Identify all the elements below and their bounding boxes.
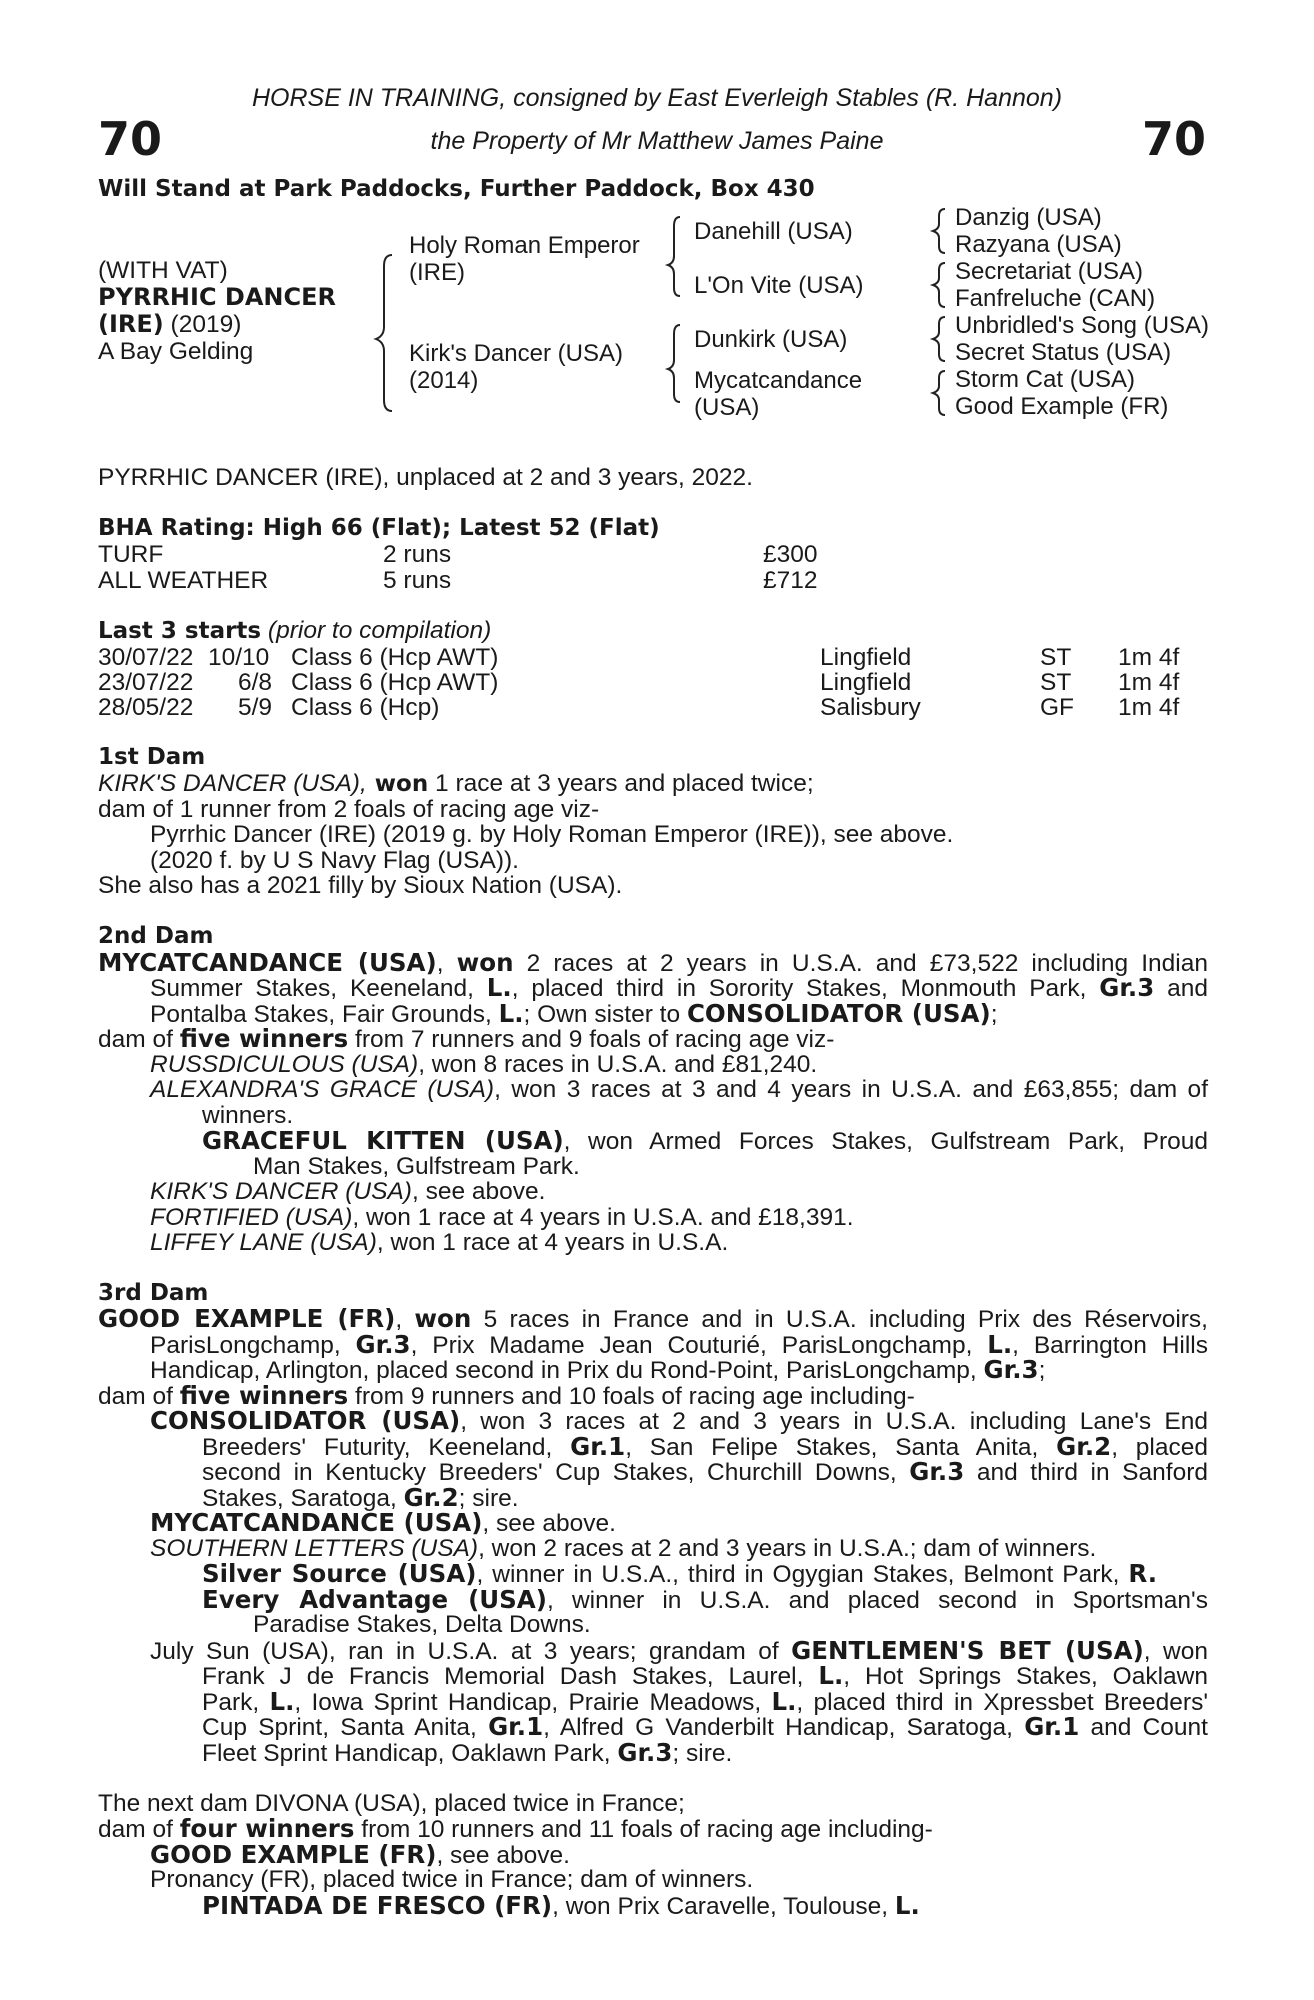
- text: Summer Stakes, Keeneland,: [150, 975, 487, 1002]
- text: , won 1 race at 4 years in U.S.A. and £18,391.: [352, 1204, 854, 1231]
- pedigree-g3-2: Razyana (USA): [955, 231, 1122, 258]
- first-dam-name: KIRK'S DANCER (USA),: [98, 770, 367, 797]
- grade-bold: R.: [1128, 1559, 1158, 1588]
- text: ,: [436, 950, 457, 977]
- grade-bold: L.: [987, 1330, 1013, 1359]
- grade-bold: L.: [498, 999, 524, 1028]
- text: from 9 runners and 10 foals of racing age including-: [348, 1383, 915, 1410]
- start-course: Lingfield: [820, 644, 912, 671]
- text: from 7 runners and 9 foals of racing age viz-: [348, 1026, 835, 1053]
- first-dam-foal-1: Pyrrhic Dancer (IRE) (2019 g. by Holy Roman Emperor (IRE)), see above.: [150, 821, 954, 848]
- first-dam-foal-2: (2020 f. by U S Navy Flag (USA)).: [150, 847, 519, 874]
- text: Handicap, Arlington, placed second in Prix du Rond-Point, ParisLongchamp,: [150, 1357, 984, 1384]
- text: dam of: [98, 1383, 180, 1410]
- text: , see above.: [411, 1178, 546, 1205]
- third-dam-heading: 3rd Dam: [98, 1280, 209, 1306]
- start-going: ST: [1040, 669, 1072, 696]
- pedigree-dam-sire: Dunkirk (USA): [694, 326, 848, 353]
- grade-bold: L.: [771, 1687, 797, 1716]
- horse-name-italic: FORTIFIED (USA): [150, 1204, 353, 1231]
- first-dam-produce: dam of 1 runner from 2 foals of racing age viz-: [98, 796, 600, 823]
- horse-name-bold: CONSOLIDATOR (USA): [686, 999, 991, 1028]
- text: , placed third in Sorority Stakes, Monmouth Park,: [511, 975, 1100, 1002]
- pedigree-dam-dam-line2: (USA): [694, 394, 760, 421]
- first-dam-record: 1 race at 3 years and placed twice;: [428, 770, 814, 797]
- start-going: ST: [1040, 644, 1072, 671]
- grade-bold: L.: [894, 1891, 920, 1920]
- start-course: Salisbury: [820, 694, 921, 721]
- first-dam-line: [98, 771, 1208, 798]
- grade-bold: Gr.2: [403, 1483, 459, 1512]
- vat-label: (WITH VAT): [98, 257, 228, 284]
- third-dam-grandfoal-cont: Paradise Stakes, Delta Downs.: [253, 1611, 591, 1638]
- horse-name-bold: GENTLEMEN'S BET (USA): [791, 1636, 1144, 1665]
- horse-origin: (IRE): [98, 310, 164, 338]
- winners-bold: five winners: [179, 1381, 349, 1410]
- text: Fleet Sprint Handicap, Oaklawn Park,: [202, 1740, 618, 1767]
- grade-bold: Gr.3: [983, 1355, 1039, 1384]
- second-dam-grandfoal-cont: Man Stakes, Gulfstream Park.: [253, 1153, 580, 1180]
- third-dam-foal: [150, 1408, 1208, 1435]
- third-dam-foal: [150, 1510, 1208, 1537]
- next-dam-grandfoal: [202, 1893, 1208, 1920]
- grade-bold: Gr.2: [1056, 1432, 1112, 1461]
- text: July Sun (USA), ran in U.S.A. at 3 years; grandam of: [150, 1638, 792, 1665]
- text: , Hot Springs Stakes, Oaklawn: [843, 1663, 1208, 1690]
- text: 2 races at 2 years in U.S.A. and £73,522 including Indian: [513, 950, 1208, 977]
- rating-row-aw-surface: ALL WEATHER: [98, 567, 269, 594]
- text: , won 8 races in U.S.A. and £81,240.: [418, 1051, 818, 1078]
- race-summary: PYRRHIC DANCER (IRE), unplaced at 2 and 3 years, 2022.: [98, 464, 753, 491]
- pedigree-g3-7: Storm Cat (USA): [955, 366, 1136, 393]
- second-dam-foal-cont: winners.: [202, 1102, 294, 1129]
- first-dam-won: won: [366, 771, 429, 797]
- horse-name-bold: MYCATCANDANCE (USA): [98, 948, 437, 977]
- text: , Alfred G Vanderbilt Handicap, Saratoga,: [543, 1714, 1025, 1741]
- horse-name-bold: Every Advantage (USA): [202, 1585, 547, 1614]
- grade-bold: Gr.1: [570, 1432, 626, 1461]
- rating-row-aw-runs: 5 runs: [383, 567, 452, 594]
- property-line: the Property of Mr Matthew James Paine: [430, 127, 884, 155]
- pedigree-dam-line2: (2014): [409, 367, 479, 394]
- lot-number-left: 70: [98, 112, 163, 166]
- text: Park,: [202, 1689, 270, 1716]
- text: ;: [990, 1001, 998, 1028]
- horse-name-bold: MYCATCANDANCE (USA): [150, 1508, 483, 1537]
- pedigree-sire-line1: Holy Roman Emperor: [409, 232, 640, 259]
- third-dam-foal-cont: [202, 1714, 1208, 1741]
- second-dam-produce: [98, 1026, 1208, 1053]
- horse-description: A Bay Gelding: [98, 338, 254, 365]
- grade-bold: L.: [486, 973, 512, 1002]
- start-position: 10/10: [208, 644, 270, 671]
- text: 5 races in France and in U.S.A. including Prix des Réservoirs,: [471, 1306, 1208, 1333]
- horse-name-italic: ALEXANDRA'S GRACE (USA): [150, 1076, 495, 1103]
- third-dam-foal-cont: [202, 1459, 1208, 1486]
- text: ;: [1038, 1357, 1046, 1384]
- horse-name-bold: GOOD EXAMPLE (FR): [150, 1840, 437, 1869]
- second-dam-grandfoal: [202, 1128, 1208, 1155]
- grade-bold: Gr.1: [488, 1712, 544, 1741]
- horse-name-italic: KIRK'S DANCER (USA): [150, 1178, 412, 1205]
- start-position: 6/8: [237, 669, 272, 696]
- rating-row-turf-runs: 2 runs: [383, 541, 452, 568]
- start-distance: 1m 4f: [1118, 644, 1180, 671]
- pedigree-g3-8: Good Example (FR): [955, 393, 1169, 420]
- third-dam-foal-cont: [202, 1663, 1208, 1690]
- pedigree-sire-sire: Danehill (USA): [694, 218, 853, 245]
- text: from 10 runners and 11 foals of racing age including-: [354, 1816, 933, 1843]
- text: Frank J de Francis Memorial Dash Stakes, Laurel,: [202, 1663, 819, 1690]
- text: , Iowa Sprint Handicap, Prairie Meadows,: [294, 1689, 772, 1716]
- pedigree-sire-dam: L'On Vite (USA): [694, 272, 864, 299]
- start-date: 23/07/22: [98, 669, 194, 696]
- horse-name-italic: LIFFEY LANE (USA): [150, 1229, 377, 1256]
- horse-year: (2019): [163, 311, 242, 338]
- text: Pontalba Stakes, Fair Grounds,: [150, 1001, 499, 1028]
- rating-row-turf-prize: £300: [763, 541, 818, 568]
- second-dam-line: [98, 950, 1208, 977]
- text: , placed: [1111, 1434, 1209, 1461]
- next-dam-foal: [150, 1842, 1208, 1869]
- text: , won Armed Forces Stakes, Gulfstream Park, Proud: [563, 1128, 1208, 1155]
- text: Breeders' Futurity, Keeneland,: [202, 1434, 571, 1461]
- third-dam-foal: [150, 1536, 1208, 1562]
- text: , winner in U.S.A. and placed second in Sportsman's: [546, 1587, 1208, 1614]
- third-dam-foal-cont: [202, 1434, 1208, 1461]
- last-starts-title: Last 3 starts: [98, 618, 262, 644]
- start-distance: 1m 4f: [1118, 669, 1180, 696]
- text: dam of: [98, 1816, 180, 1843]
- third-dam-grandfoal: [202, 1561, 1157, 1588]
- text: and: [1154, 975, 1208, 1002]
- horse-name: PYRRHIC DANCER: [98, 283, 336, 311]
- start-race: Class 6 (Hcp AWT): [291, 644, 499, 671]
- text: Cup Sprint, Santa Anita,: [202, 1714, 489, 1741]
- second-dam-foal: [150, 1230, 1208, 1256]
- pedigree-g3-4: Fanfreluche (CAN): [955, 285, 1156, 312]
- text: ; Own sister to: [523, 1001, 687, 1028]
- grade-bold: Gr.3: [1099, 973, 1155, 1002]
- text: , winner in U.S.A., third in Ogygian Stakes, Belmont Park,: [476, 1561, 1129, 1588]
- third-dam-grandfoal: [202, 1587, 1208, 1614]
- second-dam-line: [150, 975, 1208, 1002]
- horse-name-bold: PINTADA DE FRESCO (FR): [202, 1891, 553, 1920]
- text: , Prix Madame Jean Couturié, ParisLongchamp,: [410, 1332, 988, 1359]
- start-race: Class 6 (Hcp): [291, 694, 440, 721]
- horse-name-bold: Silver Source (USA): [202, 1559, 477, 1588]
- text: ; sire.: [458, 1485, 519, 1512]
- text: , see above.: [482, 1510, 616, 1537]
- pedigree-g3-6: Secret Status (USA): [955, 339, 1172, 366]
- horse-name-bold: GRACEFUL KITTEN (USA): [202, 1126, 564, 1155]
- horse-name-italic: SOUTHERN LETTERS (USA): [150, 1535, 479, 1562]
- first-dam-note: She also has a 2021 filly by Sioux Nation (USA).: [98, 872, 623, 899]
- rating-row-aw-prize: £712: [763, 567, 818, 594]
- pedigree-dam-dam-line1: Mycatcandance: [694, 367, 863, 394]
- grade-bold: Gr.3: [617, 1738, 673, 1767]
- start-date: 30/07/22: [98, 644, 194, 671]
- rating-row-turf-surface: TURF: [98, 541, 164, 568]
- won-bold: won: [456, 948, 514, 977]
- second-dam-foal: [150, 1179, 1208, 1205]
- start-distance: 1m 4f: [1118, 694, 1180, 721]
- text: , won 1 race at 4 years in U.S.A.: [376, 1229, 729, 1256]
- start-going: GF: [1040, 694, 1075, 721]
- third-dam-line: [98, 1306, 1208, 1333]
- pedigree-g3-1: Danzig (USA): [955, 204, 1102, 231]
- consignor-line: HORSE IN TRAINING, consigned by East Everleigh Stables (R. Hannon): [251, 84, 1063, 112]
- last-starts-note: (prior to compilation): [261, 617, 492, 644]
- winners-bold: four winners: [179, 1814, 355, 1843]
- pedigree-sire-line2: (IRE): [409, 259, 465, 286]
- grade-bold: Gr.3: [909, 1457, 965, 1486]
- second-dam-foal: [150, 1205, 1208, 1231]
- horse-name-bold: CONSOLIDATOR (USA): [150, 1406, 461, 1435]
- second-dam-heading: 2nd Dam: [98, 923, 214, 949]
- pedigree-dam-line1: Kirk's Dancer (USA): [409, 340, 623, 367]
- horse-name-italic: RUSSDICULOUS (USA): [150, 1051, 419, 1078]
- text: Stakes, Saratoga,: [202, 1485, 404, 1512]
- start-course: Lingfield: [820, 669, 912, 696]
- grade-bold: Gr.1: [1024, 1712, 1080, 1741]
- text: , won 2 races at 2 and 3 years in U.S.A.; dam of winners.: [478, 1535, 1097, 1562]
- grade-bold: Gr.3: [355, 1330, 411, 1359]
- start-race: Class 6 (Hcp AWT): [291, 669, 499, 696]
- second-dam-foal: [150, 1052, 1208, 1078]
- stand-location: Will Stand at Park Paddocks, Further Paddock, Box 430: [98, 176, 815, 202]
- text: , won 3 races at 3 and 4 years in U.S.A. and £63,855; dam of: [494, 1076, 1208, 1103]
- third-dam-line: [150, 1332, 1208, 1359]
- next-dam-line: The next dam DIVONA (USA), placed twice in France;: [98, 1790, 685, 1817]
- text: dam of: [98, 1026, 180, 1053]
- start-position: 5/9: [237, 694, 272, 721]
- text: , placed third in Xpressbet Breeders': [796, 1689, 1209, 1716]
- start-date: 28/05/22: [98, 694, 194, 721]
- grade-bold: L.: [818, 1661, 844, 1690]
- winners-bold: five winners: [179, 1024, 349, 1053]
- bha-rating: BHA Rating: High 66 (Flat); Latest 52 (Flat): [98, 515, 660, 541]
- text: and third in Sanford: [964, 1459, 1208, 1486]
- next-dam-foal: Pronancy (FR), placed twice in France; dam of winners.: [150, 1866, 754, 1893]
- won-bold: won: [414, 1304, 472, 1333]
- grade-bold: L.: [269, 1687, 295, 1716]
- text: , San Felipe Stakes, Santa Anita,: [625, 1434, 1057, 1461]
- text: and Count: [1079, 1714, 1208, 1741]
- text: , won Prix Caravelle, Toulouse,: [552, 1893, 895, 1920]
- pedigree-g3-3: Secretariat (USA): [955, 258, 1144, 285]
- text: , won: [1143, 1638, 1208, 1665]
- next-dam-produce: [98, 1816, 1208, 1843]
- text: second in Kentucky Breeders' Cup Stakes, Churchill Downs,: [202, 1459, 910, 1486]
- text: ParisLongchamp,: [150, 1332, 356, 1359]
- text: ; sire.: [672, 1740, 733, 1767]
- pedigree-g3-5: Unbridled's Song (USA): [955, 312, 1210, 339]
- text: , won 3 races at 2 and 3 years in U.S.A. including Lane's End: [460, 1408, 1208, 1435]
- horse-name-bold: GOOD EXAMPLE (FR): [98, 1304, 396, 1333]
- third-dam-foal: [150, 1638, 1208, 1665]
- lot-number-right: 70: [1141, 112, 1206, 166]
- text: , Barrington Hills: [1012, 1332, 1208, 1359]
- first-dam-heading: 1st Dam: [98, 744, 206, 770]
- second-dam-foal: [150, 1077, 1208, 1103]
- text: , see above.: [436, 1842, 570, 1869]
- third-dam-foal-cont: [202, 1740, 1208, 1767]
- text: ,: [395, 1306, 415, 1333]
- third-dam-line: [150, 1357, 1208, 1384]
- last-starts-heading: [98, 618, 1208, 645]
